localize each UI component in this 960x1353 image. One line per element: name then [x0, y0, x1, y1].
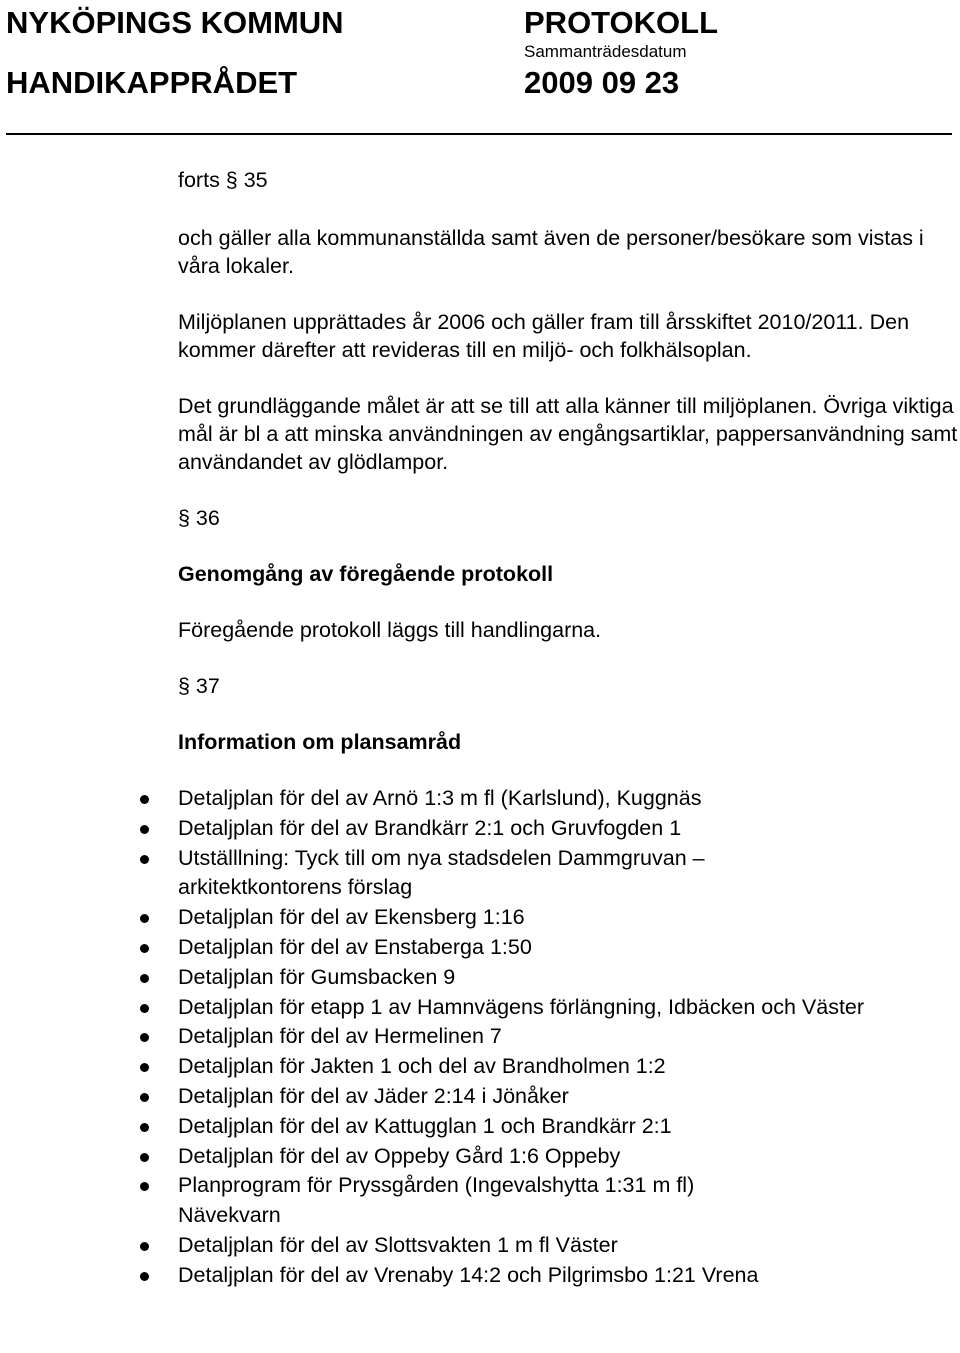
- list-item: Planprogram för Pryssgården (Ingevalshytta 1:31 m fl) Nävekvarn: [104, 1171, 738, 1231]
- paragraph-goals: Det grundläggande målet är att se till att alla känner till miljöplanen. Övriga viktiga mål är bl a att minska användningen av engångsartiklar, pappersanvändning samt användandet av glödlampor.: [178, 394, 958, 474]
- section-36-heading: Genomgång av föregående protokoll: [178, 562, 554, 586]
- list-item: Detaljplan för del av Jäder 2:14 i Jönåker: [104, 1082, 958, 1112]
- bullet-icon: [140, 944, 149, 953]
- section-36-number: § 36: [178, 506, 220, 530]
- date-label: Sammanträdesdatum: [524, 42, 687, 61]
- bullet-icon: [140, 855, 149, 864]
- bullet-icon: [140, 1033, 149, 1042]
- bullet-icon: [140, 1093, 149, 1102]
- bullet-icon: [140, 1272, 149, 1281]
- list-item: Detaljplan för del av Slottsvakten 1 m fl Väster: [104, 1231, 958, 1261]
- municipality-title: NYKÖPINGS KOMMUN: [6, 5, 344, 40]
- list-item: Detaljplan för del av Arnö 1:3 m fl (Karlslund), Kuggnäs: [104, 784, 958, 814]
- council-title: HANDIKAPPRÅDET: [6, 65, 298, 100]
- list-item: Detaljplan för del av Vrenaby 14:2 och Pilgrimsbo 1:21 Vrena: [104, 1261, 958, 1291]
- bullet-icon: [140, 974, 149, 983]
- list-item: Detaljplan för del av Kattugglan 1 och Brandkärr 2:1: [104, 1112, 958, 1142]
- bullet-icon: [140, 1182, 149, 1191]
- list-item: Detaljplan för del av Ekensberg 1:16: [104, 903, 958, 933]
- list-item: Detaljplan för Jakten 1 och del av Brandholmen 1:2: [104, 1052, 958, 1082]
- list-item: Detaljplan för del av Hermelinen 7: [104, 1022, 958, 1052]
- bullet-icon: [140, 1123, 149, 1132]
- list-item: Utställlning: Tyck till om nya stadsdelen Dammgruvan – arkitektkontorens förslag: [104, 844, 778, 904]
- header-divider: [6, 133, 952, 135]
- paragraph-staff: och gäller alla kommunanställda samt även de personer/besökare som vistas i våra lokaler.: [178, 226, 924, 278]
- document-type: PROTOKOLL: [524, 5, 719, 40]
- bullet-icon: [140, 795, 149, 804]
- bullet-icon: [140, 1063, 149, 1072]
- continuation-label: forts § 35: [178, 168, 268, 192]
- section-37-heading: Information om plansamråd: [178, 730, 462, 754]
- bullet-icon: [140, 914, 149, 923]
- list-item: Detaljplan för del av Enstaberga 1:50: [104, 933, 958, 963]
- bullet-icon: [140, 1242, 149, 1251]
- list-item: Detaljplan för del av Oppeby Gård 1:6 Oppeby: [104, 1142, 958, 1172]
- meeting-date: 2009 09 23: [524, 65, 680, 100]
- bullet-icon: [140, 1004, 149, 1013]
- section-36-text: Föregående protokoll läggs till handlingarna.: [178, 618, 602, 642]
- section-37-number: § 37: [178, 674, 220, 698]
- plan-consultation-list: [104, 784, 958, 1291]
- list-item: Detaljplan för del av Brandkärr 2:1 och Gruvfogden 1: [104, 814, 958, 844]
- paragraph-environment-plan: Miljöplanen upprättades år 2006 och gäller fram till årsskiftet 2010/2011. Den kommer därefter att revideras till en miljö- och folkhälsoplan.: [178, 310, 910, 362]
- list-item: Detaljplan för etapp 1 av Hamnvägens förlängning, Idbäcken och Väster: [104, 993, 958, 1023]
- list-item: Detaljplan för Gumsbacken 9: [104, 963, 958, 993]
- bullet-icon: [140, 825, 149, 834]
- document-body: [178, 166, 958, 1291]
- bullet-icon: [140, 1153, 149, 1162]
